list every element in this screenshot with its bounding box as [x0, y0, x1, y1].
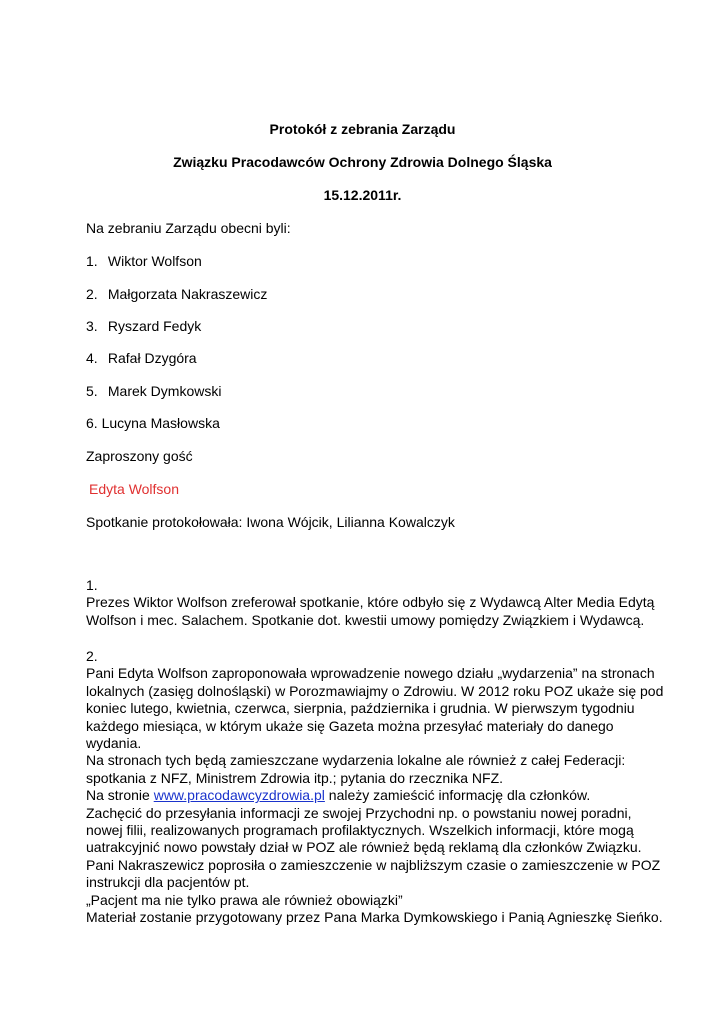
attendee-name: Marek Dymkowski [107, 383, 222, 399]
paragraph-line: wydania. [86, 735, 142, 752]
paragraph-line: spotkania z NFZ, Ministrem Zdrowia itp.; pytania do rzecznika NFZ. [86, 769, 504, 786]
attendee-name: Rafał Dzygóra [107, 350, 197, 366]
list-item-number: 1. [86, 253, 98, 269]
document-title: Protokół z zebrania Zarządu [269, 121, 456, 137]
paragraph-line: Na stronach tych będą zamieszczane wydarzenia lokalne ale również z całej Federacji: [86, 752, 626, 769]
paragraph-line-with-link [86, 787, 646, 804]
section-1 [86, 577, 655, 629]
attendee-name: Ryszard Fedyk [107, 318, 202, 334]
list-item [86, 285, 267, 303]
list-item [86, 414, 220, 432]
paragraph-line: nowej filii, realizowanych programach profilaktycznych. Wszelkich informacji, które mogą [86, 822, 634, 839]
paragraph-line: „Pacjent ma nie tylko prawa ale również obowiązki” [86, 891, 403, 908]
guest-name: Edyta Wolfson [89, 481, 180, 497]
website-link[interactable]: www.pracodawcyzdrowia.pl [153, 787, 325, 804]
paragraph-line: Pani Edyta Wolfson zaproponowała wprowadzenie nowego działu „wydarzenia” na stronach [86, 665, 655, 682]
minutes-by: Spotkanie protokołowała: Iwona Wójcik, Lilianna Kowalczyk [86, 514, 455, 530]
meeting-date: 15.12.2011r. [323, 187, 402, 203]
paragraph-line: każdego miesiąca, w którym ukaże się Gazeta można przesyłać materiały do danego [86, 717, 614, 734]
attendee-name: Małgorzata Nakraszewicz [107, 286, 268, 302]
attendee-name: Wiktor Wolfson [107, 253, 202, 269]
attendee-name: Lucyna Masłowska [101, 415, 220, 431]
link-suffix: należy zamieścić informację dla członków. [324, 787, 591, 804]
list-item-number: 5. [86, 383, 98, 399]
section-number: 1. [86, 577, 98, 593]
list-item-number: 2. [86, 286, 98, 302]
section-2 [86, 648, 664, 927]
paragraph-line: lokalnych (zasięg dolnośląski) w Porozmawiajmy o Zdrowiu. W 2012 roku POZ ukaże się pod [86, 682, 664, 699]
paragraph-line: Pani Nakraszewicz poprosiła o zamieszczenie w najbliższym czasie o zamieszczenie w POZ [86, 856, 661, 873]
paragraph-line: Zachęcić do przesyłania informacji ze swojej Przychodni np. o powstaniu nowej poradni, [86, 804, 632, 821]
list-item [86, 252, 202, 270]
link-prefix: Na stronie [86, 787, 154, 804]
list-item [86, 349, 197, 367]
list-item [86, 317, 201, 335]
list-item [86, 382, 221, 400]
paragraph-line: Materiał zostanie przygotowany przez Pana Marka Dymkowskiego i Panią Agnieszkę Sieńko. [86, 909, 663, 926]
list-item-number: 6. [86, 415, 98, 431]
organization-name: Związku Pracodawców Ochrony Zdrowia Dolnego Śląska [173, 154, 552, 170]
list-item-number: 4. [86, 350, 98, 366]
guest-label: Zaproszony gość [86, 448, 193, 464]
paragraph-line: uatrakcyjnić nowo powstały dział w POZ ale również będą reklamą dla członków Związku. [86, 839, 642, 856]
list-item-number: 3. [86, 318, 98, 334]
paragraph-line: instrukcji dla pacjentów pt. [86, 874, 250, 891]
attendees-intro: Na zebraniu Zarządu obecni byli: [86, 220, 291, 236]
paragraph-line: Wolfson i mec. Salachem. Spotkanie dot. kwestii umowy pomiędzy Związkiem i Wydawcą. [86, 611, 645, 628]
paragraph-line: Prezes Wiktor Wolfson zreferował spotkanie, które odbyło się z Wydawcą Alter Media Edytą [86, 594, 655, 611]
section-number: 2. [86, 648, 98, 664]
paragraph-line: koniec lutego, kwietnia, czerwca, sierpnia, października i grudnia. W pierwszym tygodniu [86, 700, 635, 717]
